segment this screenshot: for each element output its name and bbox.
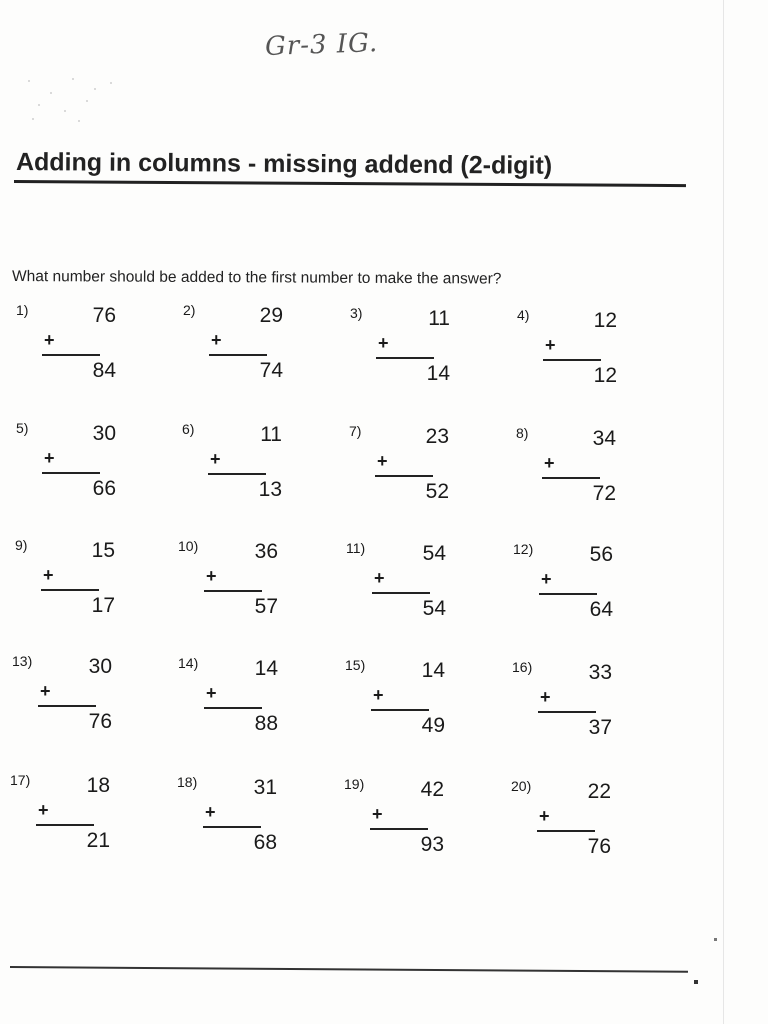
first-addend: 18 bbox=[86, 774, 110, 797]
plus-sign: + bbox=[210, 449, 221, 469]
sum-value: 52 bbox=[425, 480, 449, 503]
problem bbox=[15, 537, 135, 627]
problem bbox=[511, 778, 631, 868]
sum-value: 68 bbox=[253, 831, 277, 854]
plus-sign: + bbox=[539, 806, 550, 826]
problem-number: 1) bbox=[16, 302, 29, 318]
problem bbox=[10, 772, 130, 862]
first-addend: 22 bbox=[587, 780, 611, 803]
problem bbox=[12, 653, 132, 743]
sum-line bbox=[38, 705, 96, 707]
first-addend: 14 bbox=[254, 657, 278, 680]
sum-line bbox=[41, 589, 99, 591]
plus-sign: + bbox=[540, 687, 551, 707]
plus-sign: + bbox=[44, 448, 55, 468]
problem bbox=[349, 423, 469, 513]
first-addend: 42 bbox=[420, 778, 444, 801]
first-addend: 56 bbox=[589, 543, 613, 566]
problem-number: 16) bbox=[512, 659, 533, 675]
sum-value: 49 bbox=[421, 714, 445, 737]
sum-value: 14 bbox=[426, 362, 450, 385]
sum-line bbox=[209, 354, 267, 356]
plus-sign: + bbox=[205, 802, 216, 822]
plus-sign: + bbox=[40, 681, 51, 701]
scan-specks bbox=[20, 70, 130, 125]
scan-mark bbox=[694, 980, 698, 984]
problem-number: 10) bbox=[178, 538, 199, 554]
problem bbox=[345, 657, 465, 747]
sum-line bbox=[543, 359, 601, 361]
sum-line bbox=[542, 477, 600, 479]
sum-value: 17 bbox=[91, 594, 115, 617]
sum-line bbox=[376, 357, 434, 359]
bottom-rule bbox=[10, 966, 688, 972]
plus-sign: + bbox=[544, 453, 555, 473]
problem bbox=[517, 307, 637, 397]
first-addend: 14 bbox=[421, 659, 445, 682]
sum-value: 93 bbox=[420, 833, 444, 856]
problem bbox=[16, 420, 136, 510]
first-addend: 29 bbox=[259, 304, 283, 327]
plus-sign: + bbox=[545, 335, 556, 355]
sum-value: 37 bbox=[588, 716, 612, 739]
first-addend: 31 bbox=[253, 776, 277, 799]
sum-value: 88 bbox=[254, 712, 278, 735]
plus-sign: + bbox=[206, 566, 217, 586]
first-addend: 11 bbox=[260, 423, 282, 446]
sum-value: 57 bbox=[254, 595, 278, 618]
sum-line bbox=[36, 824, 94, 826]
sum-value: 21 bbox=[86, 829, 110, 852]
problem-number: 8) bbox=[516, 425, 529, 441]
plus-sign: + bbox=[44, 330, 55, 350]
plus-sign: + bbox=[211, 330, 222, 350]
problem-number: 13) bbox=[12, 653, 33, 669]
problem bbox=[516, 425, 636, 515]
scan-mark bbox=[714, 938, 717, 941]
sum-value: 76 bbox=[587, 835, 611, 858]
problem-number: 12) bbox=[513, 541, 534, 557]
problem bbox=[182, 421, 302, 511]
sum-line bbox=[208, 473, 266, 475]
worksheet-title: Adding in columns - missing addend (2-digit) bbox=[15, 148, 553, 180]
problem bbox=[346, 540, 466, 630]
handwritten-note: Gr-3 IG. bbox=[264, 28, 379, 62]
problem-number: 4) bbox=[517, 307, 530, 323]
sum-value: 84 bbox=[92, 359, 116, 382]
sum-line bbox=[204, 707, 262, 709]
sum-line bbox=[375, 475, 433, 477]
problem-number: 20) bbox=[511, 778, 532, 794]
first-addend: 11 bbox=[428, 307, 450, 330]
first-addend: 23 bbox=[425, 425, 449, 448]
page-edge bbox=[723, 0, 724, 1024]
problem-number: 2) bbox=[183, 302, 196, 318]
first-addend: 30 bbox=[92, 422, 116, 445]
plus-sign: + bbox=[43, 565, 54, 585]
sum-value: 72 bbox=[592, 482, 616, 505]
first-addend: 34 bbox=[592, 427, 616, 450]
problem bbox=[183, 302, 303, 392]
sum-value: 12 bbox=[593, 364, 617, 387]
plus-sign: + bbox=[541, 569, 552, 589]
first-addend: 54 bbox=[422, 542, 446, 565]
plus-sign: + bbox=[373, 685, 384, 705]
instruction-text: What number should be added to the first number to make the answer? bbox=[11, 268, 502, 288]
sum-value: 74 bbox=[259, 359, 283, 382]
problem-number: 9) bbox=[15, 537, 28, 553]
problem bbox=[178, 655, 298, 745]
problem bbox=[513, 541, 633, 631]
sum-line bbox=[538, 711, 596, 713]
problem-number: 14) bbox=[178, 655, 199, 671]
sum-line bbox=[42, 354, 100, 356]
title-underline bbox=[14, 180, 686, 187]
sum-line bbox=[372, 592, 430, 594]
problem-number: 18) bbox=[177, 774, 198, 790]
problem-number: 19) bbox=[344, 776, 365, 792]
first-addend: 33 bbox=[588, 661, 612, 684]
problem bbox=[344, 776, 464, 866]
plus-sign: + bbox=[378, 333, 389, 353]
sum-line bbox=[204, 590, 262, 592]
problem-number: 3) bbox=[350, 305, 363, 321]
sum-line bbox=[537, 830, 595, 832]
sum-value: 64 bbox=[589, 598, 613, 621]
sum-value: 54 bbox=[422, 597, 446, 620]
problem-number: 5) bbox=[16, 420, 29, 436]
sum-line bbox=[42, 472, 100, 474]
sum-line bbox=[539, 593, 597, 595]
problem bbox=[16, 302, 136, 392]
plus-sign: + bbox=[372, 804, 383, 824]
first-addend: 15 bbox=[91, 539, 115, 562]
sum-value: 66 bbox=[92, 477, 116, 500]
sum-value: 76 bbox=[88, 710, 112, 733]
problem-number: 7) bbox=[349, 423, 362, 439]
problem-number: 6) bbox=[182, 421, 195, 437]
problem-number: 15) bbox=[345, 657, 366, 673]
plus-sign: + bbox=[38, 800, 49, 820]
problem-number: 11) bbox=[346, 540, 366, 556]
problem bbox=[512, 659, 632, 749]
sum-line bbox=[370, 828, 428, 830]
first-addend: 30 bbox=[88, 655, 112, 678]
problem bbox=[178, 538, 298, 628]
sum-line bbox=[371, 709, 429, 711]
first-addend: 76 bbox=[92, 304, 116, 327]
first-addend: 36 bbox=[254, 540, 278, 563]
sum-value: 13 bbox=[258, 478, 282, 501]
plus-sign: + bbox=[374, 568, 385, 588]
first-addend: 12 bbox=[593, 309, 617, 332]
problem bbox=[177, 774, 297, 864]
plus-sign: + bbox=[377, 451, 388, 471]
problem bbox=[350, 305, 470, 395]
problem-number: 17) bbox=[10, 772, 31, 788]
sum-line bbox=[203, 826, 261, 828]
plus-sign: + bbox=[206, 683, 217, 703]
